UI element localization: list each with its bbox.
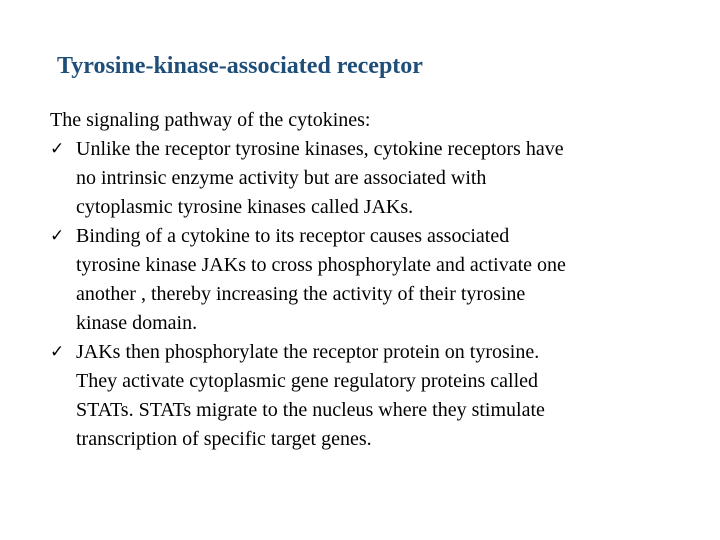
check-icon: ✓ xyxy=(50,342,65,362)
slide-title: Tyrosine-kinase-associated receptor xyxy=(57,53,423,79)
intro-text: The signaling pathway of the cytokines: xyxy=(50,109,371,131)
bullet-item-3 xyxy=(50,338,690,454)
bullet-item-1 xyxy=(50,135,690,222)
check-icon: ✓ xyxy=(50,226,65,246)
slide-body xyxy=(50,106,690,454)
bullet-list xyxy=(50,135,690,454)
bullet-line: no intrinsic enzyme activity but are associated with xyxy=(76,167,487,189)
bullet-line: transcription of specific target genes. xyxy=(76,428,372,450)
bullet-line: STATs. STATs migrate to the nucleus where they stimulate xyxy=(76,399,545,421)
bullet-line: They activate cytoplasmic gene regulatory proteins called xyxy=(76,370,539,392)
bullet-line: another , thereby increasing the activity of their tyrosine xyxy=(76,283,526,305)
bullet-line: tyrosine kinase JAKs to cross phosphorylate and activate one xyxy=(76,254,566,276)
bullet-line: kinase domain. xyxy=(76,312,198,334)
bullet-item-2 xyxy=(50,222,690,338)
bullet-line: cytoplasmic tyrosine kinases called JAKs. xyxy=(76,196,414,218)
bullet-line: Binding of a cytokine to its receptor causes associated xyxy=(76,225,510,247)
bullet-line: JAKs then phosphorylate the receptor protein on tyrosine. xyxy=(76,341,540,363)
bullet-line: Unlike the receptor tyrosine kinases, cytokine receptors have xyxy=(76,138,564,160)
check-icon: ✓ xyxy=(50,139,65,159)
